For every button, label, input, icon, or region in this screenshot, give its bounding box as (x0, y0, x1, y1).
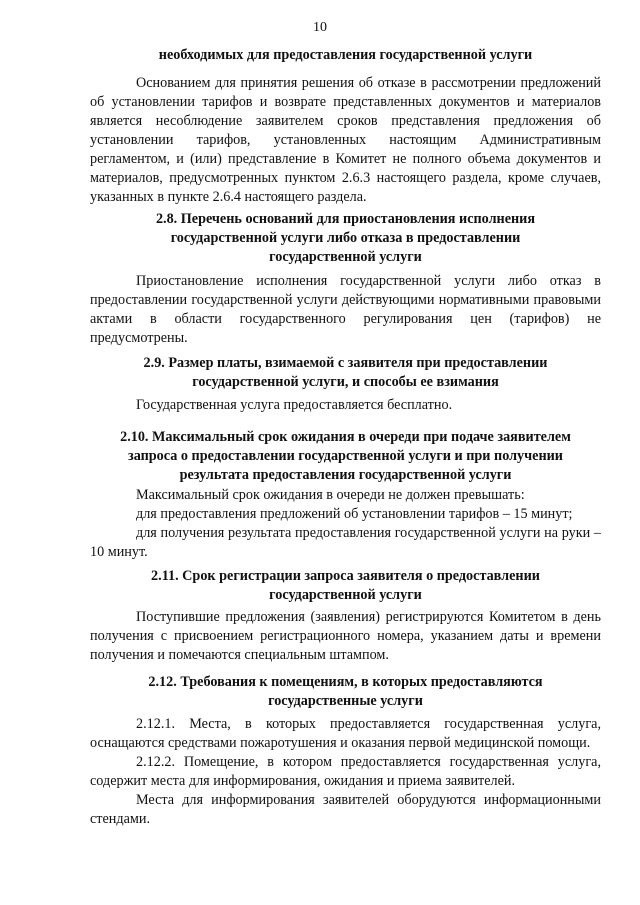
section-2-8-body (90, 272, 601, 348)
intro-section (90, 46, 601, 65)
section-2-8-paragraph: Приостановление исполнения государственной услуги либо отказ в предоставлении государственной услуги действующими нормативными правовыми актами в области государственного регулирования цен (тарифов) не предусмотрены. (90, 273, 601, 346)
section-2-12-paragraph-2: 2.12.2. Помещение, в котором предоставляется государственная услуга, содержит места для информирования, ожидания и приема заявителей. (90, 754, 601, 789)
intro-paragraph-block (90, 74, 601, 207)
section-2-12-paragraph-1: 2.12.1. Места, в которых предоставляется государственная услуга, оснащаются средствами пожаротушения и оказания первой медицинской помощи. (90, 716, 601, 751)
section-2-12-paragraph-3: Места для информирования заявителей оборудуются информационными стендами. (90, 792, 601, 827)
page-number: 10 (313, 20, 327, 35)
section-2-12 (90, 673, 601, 711)
section-2-12-body (90, 715, 601, 829)
section-2-10-heading: 2.10. Максимальный срок ожидания в очереди при подаче заявителем запроса о предоставлении государственной услуги и при получении результата предоставления государственной услуги (120, 429, 571, 483)
section-2-10-paragraph-2: для предоставления предложений об установлении тарифов – 15 минут; (136, 506, 573, 522)
section-2-9-body (90, 396, 601, 415)
intro-heading: необходимых для предоставления государственной услуги (158, 47, 533, 63)
section-2-9-heading: 2.9. Размер платы, взимаемой с заявителя при предоставлении государственной услуги, и способы ее взимания (143, 355, 548, 390)
section-2-10 (90, 428, 601, 485)
intro-paragraph: Основанием для принятия решения об отказе в рассмотрении предложений об установлении тарифов и возврате представленных документов и материалов является несоблюдение заявителем сроков представления предложения об установлении тарифов, установленных настоящим Административным регламентом, и (или) представление в Комитет не полного объема документов и материалов, предусмотренных пунктом 2.6.3 настоящего раздела, кроме случаев, указанных в пункте 2.6.4 настоящего раздела. (90, 75, 601, 205)
section-2-9-paragraph: Государственная услуга предоставляется бесплатно. (136, 397, 453, 413)
section-2-8 (90, 210, 601, 267)
section-2-10-paragraph-3: для получения результата предоставления государственной услуги на руки – 10 минут. (90, 525, 601, 560)
section-2-11-paragraph: Поступившие предложения (заявления) регистрируются Комитетом в день получения с присвоением регистрационного номера, указанием даты и времени получения и помечаются специальным штампом. (90, 609, 601, 663)
section-2-12-heading: 2.12. Требования к помещениям, в которых предоставляются государственные услуги (148, 674, 543, 709)
section-2-11-heading: 2.11. Срок регистрации запроса заявителя о предоставлении государственной услуги (151, 568, 540, 603)
section-2-11-body (90, 608, 601, 665)
section-2-11 (90, 567, 601, 605)
section-2-10-body (90, 486, 601, 562)
section-2-10-paragraph-1: Максимальный срок ожидания в очереди не должен превышать: (136, 487, 525, 503)
section-2-9 (90, 354, 601, 392)
section-2-8-heading: 2.8. Перечень оснований для приостановления исполнения государственной услуги либо отказа в предоставлении государственной услуги (155, 211, 536, 265)
